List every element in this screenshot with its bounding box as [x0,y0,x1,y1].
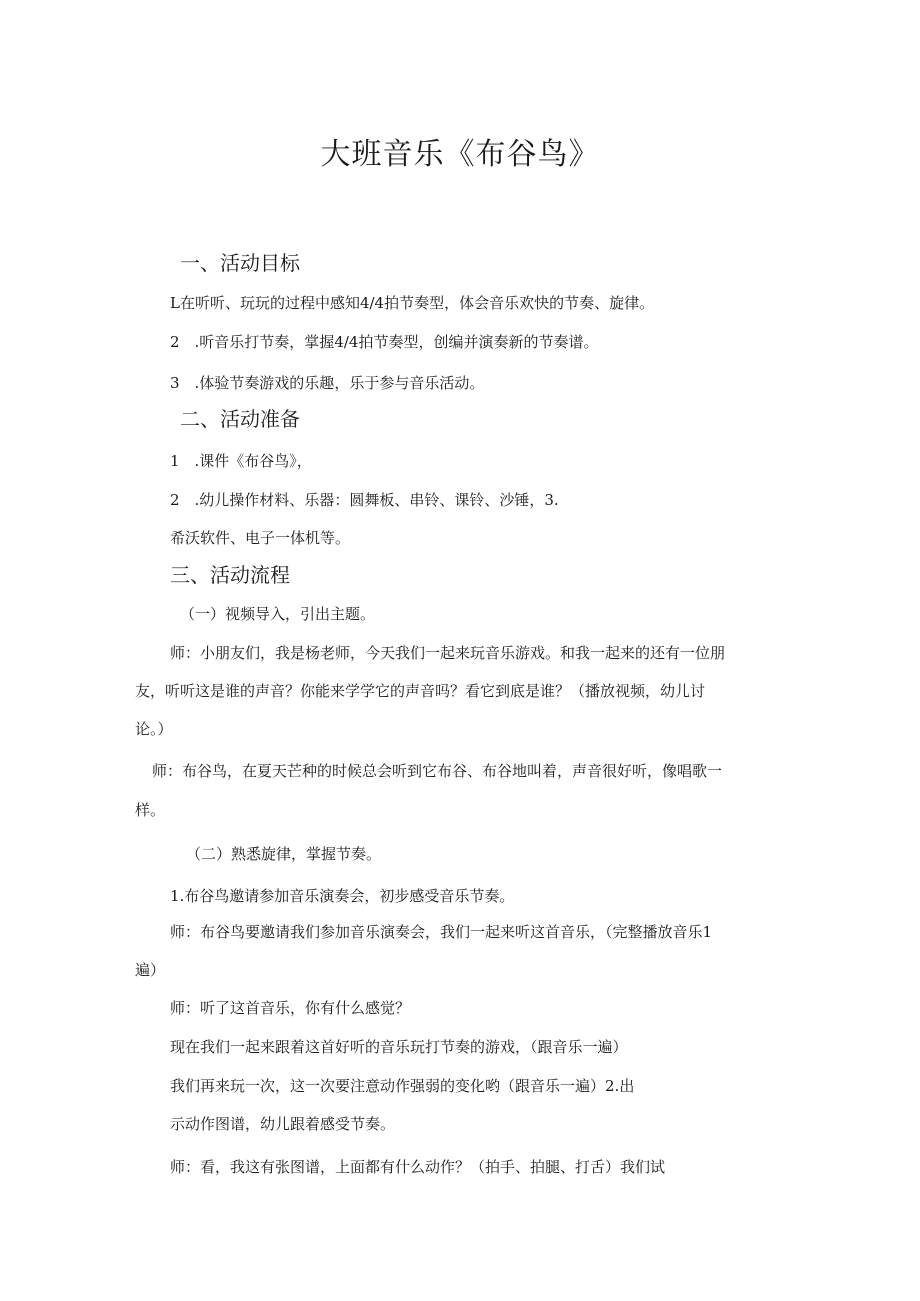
preparation-item: 2 .幼儿操作材料、乐器：圆舞板、串铃、课铃、沙锤，3. [170,491,559,509]
goal-item: 2 .听音乐打节奏，掌握4/4拍节奏型，创编并演奏新的节奏谱。 [170,333,599,351]
paragraph-line: 我们再来玩一次，这一次要注意动作强弱的变化哟（跟音乐一遍）2.出 [170,1077,635,1095]
paragraph-line: 示动作图谱，幼儿跟着感受节奏。 [170,1115,396,1133]
paragraph-line: 师：布谷鸟要邀请我们参加音乐演奏会，我们一起来听这首音乐，（完整播放音乐1 [170,923,713,941]
section-heading-preparation: 二、活动准备 [180,407,300,431]
section-heading-goals: 一、活动目标 [180,251,300,275]
goal-item: 3 .体验节奏游戏的乐趣，乐于参与音乐活动。 [170,374,485,392]
paragraph-line: 友，听听这是谁的声音？你能来学学它的声音吗？看它到底是谁？（播放视频，幼儿讨 [135,682,706,700]
step-item: 1.布谷鸟邀请参加音乐演奏会，初步感受音乐节奏。 [170,887,515,905]
subsection-heading-intro: （一）视频导入，引出主题。 [180,605,376,623]
paragraph-line: 现在我们一起来跟着这首好听的音乐玩打节奏的游戏，（跟音乐一遍） [170,1038,628,1056]
paragraph-line: 师：听了这首音乐，你有什么感觉？ [170,999,411,1017]
document-title: 大班音乐《布谷鸟》 [320,137,600,172]
section-heading-process: 三、活动流程 [170,563,290,587]
preparation-item: 1 .课件《布谷鸟》， [170,452,312,470]
paragraph-line: 遍） [135,961,166,979]
subsection-heading-melody: （二）熟悉旋律，掌握节奏。 [186,845,382,863]
paragraph-line: 师：布谷鸟，在夏天芒种的时候总会听到它布谷、布谷地叫着，声音很好听，像唱歌一 [152,762,723,780]
paragraph-line: 论。） [135,720,173,738]
paragraph-line: 师：看，我这有张图谱，上面都有什么动作？（拍手、拍腿、打舌）我们试 [170,1158,666,1176]
paragraph-line: 师：小朋友们，我是杨老师，今天我们一起来玩音乐游戏。和我一起来的还有一位朋 [170,644,726,662]
preparation-item: 希沃软件、电子一体机等。 [170,529,351,547]
goal-item: L在听听、玩玩的过程中感知4/4拍节奏型，体会音乐欢快的节奏、旋律。 [170,294,655,312]
paragraph-line: 样。 [135,801,166,819]
